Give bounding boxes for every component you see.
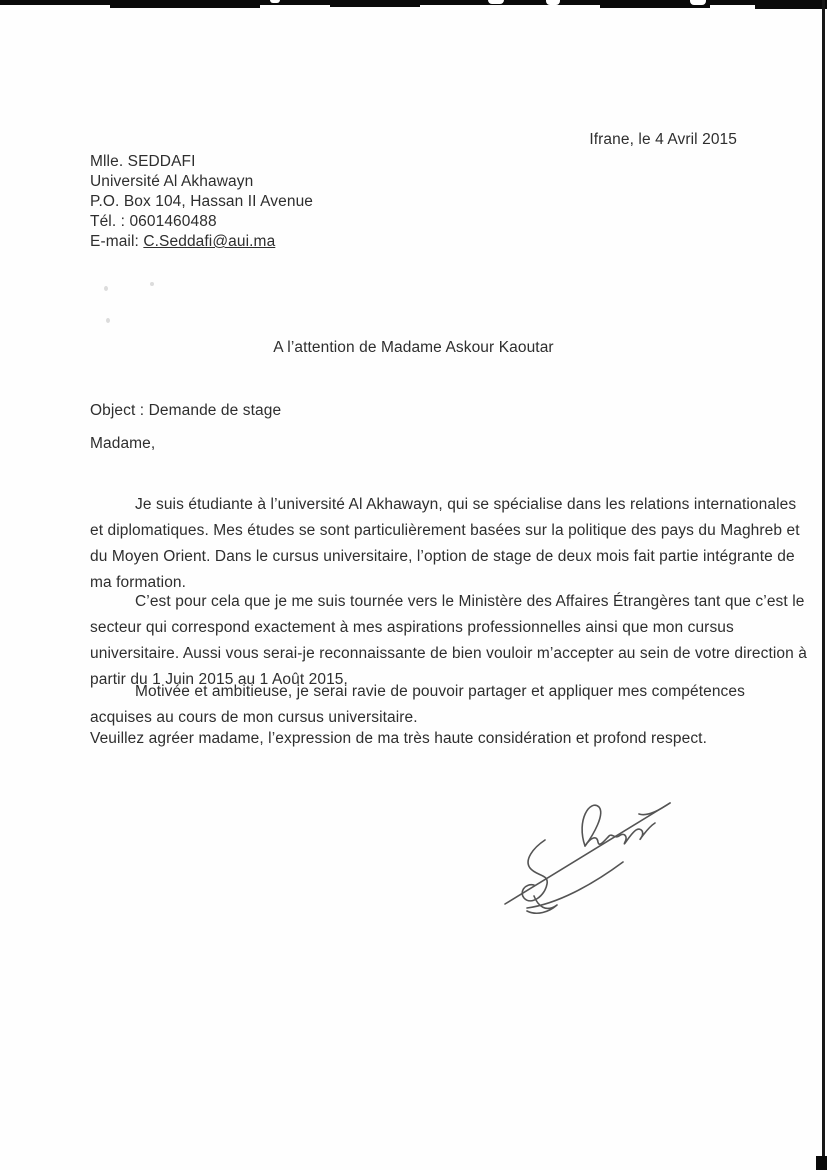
email-address: C.Seddafi@aui.ma [143,233,276,250]
email-label: E-mail: [90,233,139,250]
paragraph-line: C’est pour cela que je me suis tournée vers le Ministère des Affaires Étrangères tant que c’est le [135,593,805,610]
sender-organization: Université Al Akhawayn [90,173,254,190]
salutation: Madame, [90,435,156,452]
handwritten-signature [497,782,697,917]
signature-strokes [497,782,697,917]
body-paragraph-1 [90,492,800,596]
paragraph-line: et diplomatiques. Mes études se sont particulièrement basées sur la politique des pays du Maghreb et [90,522,800,539]
scan-artifact-top-band [0,0,827,10]
scan-smudge [104,286,108,291]
sender-email-line [90,232,313,252]
paragraph-line: acquises au cours de mon cursus universitaire. [90,709,418,726]
sender-block [90,152,313,252]
attention-line: A l’attention de Madame Askour Kaoutar [273,339,554,356]
body-paragraph-2 [90,589,807,693]
letter-date: Ifrane, le 4 Avril 2015 [589,131,737,148]
body-paragraph-3 [90,679,745,731]
scan-smudge [150,282,154,286]
sender-phone: Tél. : 0601460488 [90,213,217,230]
paragraph-line: du Moyen Orient. Dans le cursus universitaire, l’option de stage de deux mois fait partie intégrante de [90,548,795,565]
sender-address: P.O. Box 104, Hassan II Avenue [90,193,314,210]
paragraph-line: Je suis étudiante à l’université Al Akhawayn, qui se spécialise dans les relations internationales [135,496,797,513]
sender-name: Mlle. SEDDAFI [90,153,196,170]
scan-smudge [106,318,110,323]
paragraph-line: universitaire. Aussi vous serai-je reconnaissante de bien vouloir m’accepter au sein de votre direction à [90,645,807,662]
paragraph-line: partir du 1 Juin 2015 au 1 Août 2015. [90,671,348,688]
scan-artifact-right-edge [822,0,825,1170]
scan-artifact-bottom-right-corner [816,1156,827,1170]
subject-line: Object : Demande de stage [90,402,282,419]
paragraph-line: secteur qui correspond exactement à mes aspirations professionnelles ainsi que mon cursus [90,619,734,636]
closing-line: Veuillez agréer madame, l’expression de ma très haute considération et profond respect. [90,730,707,747]
paragraph-line: Motivée et ambitieuse, je serai ravie de pouvoir partager et appliquer mes compétences [135,683,745,700]
paragraph-line: ma formation. [90,574,187,591]
